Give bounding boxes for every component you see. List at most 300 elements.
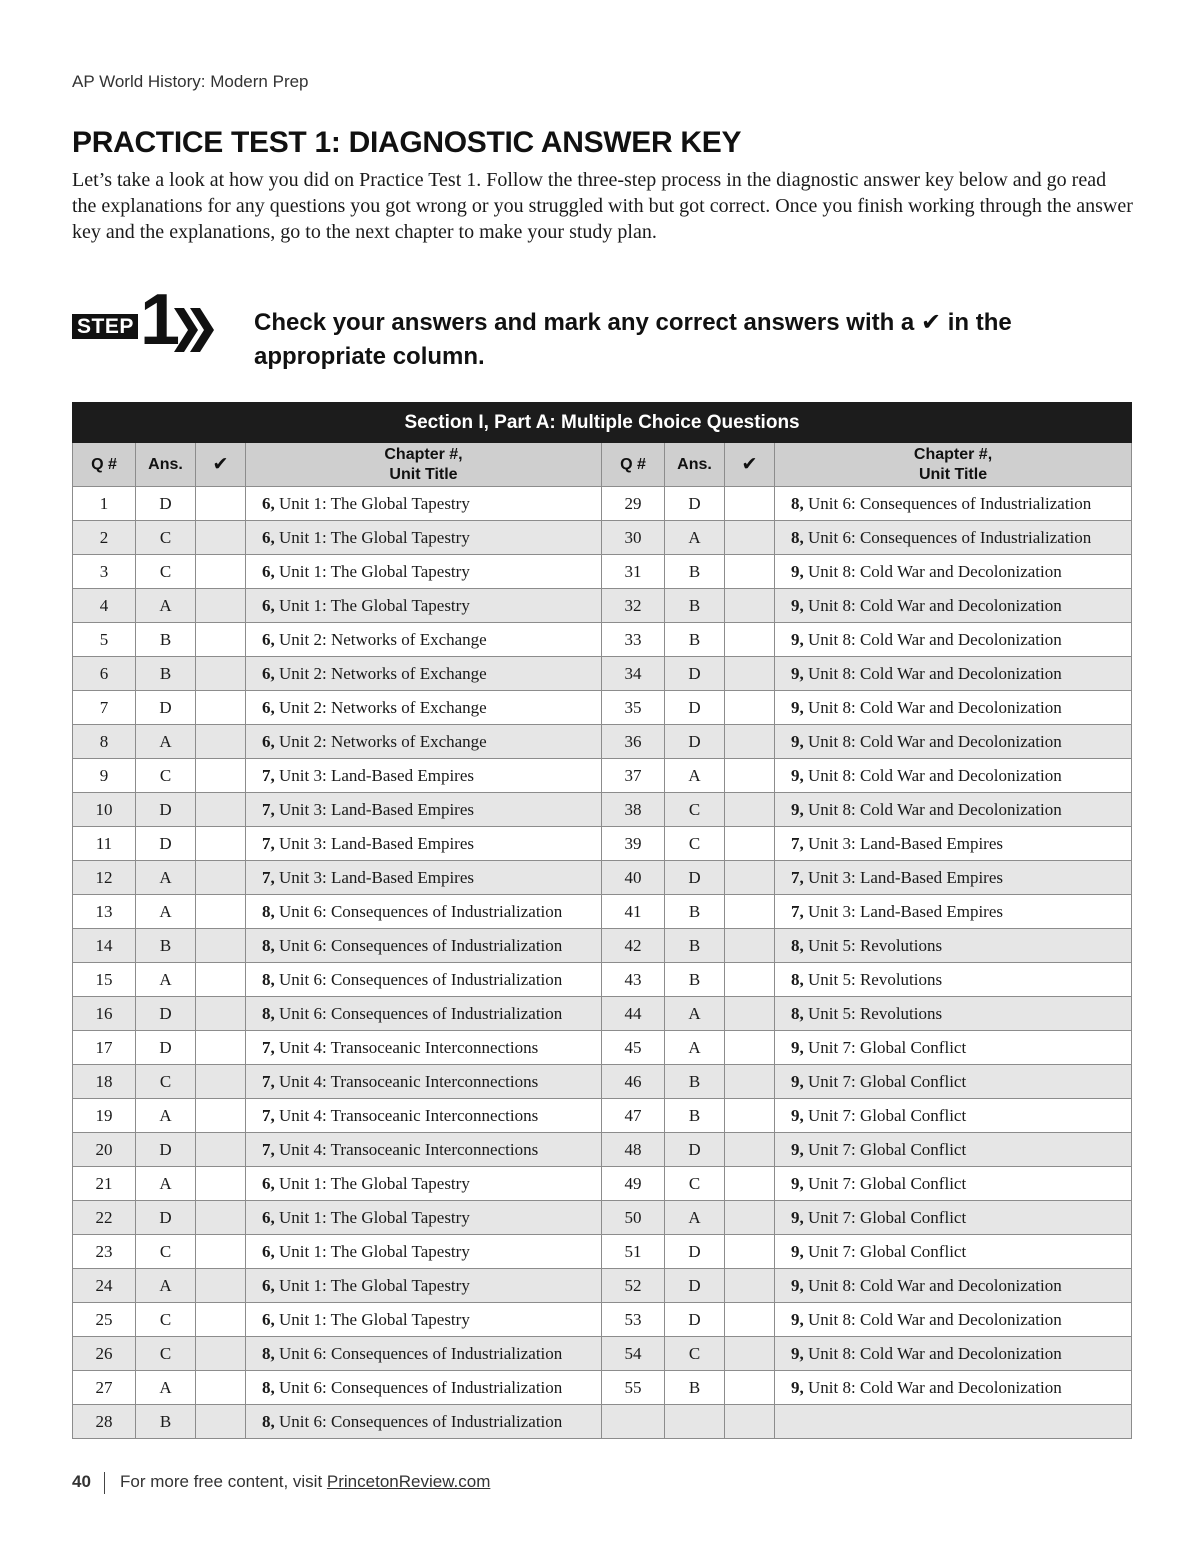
answer-cell: C [136, 555, 196, 589]
question-number-cell: 8 [73, 725, 136, 759]
unit-title: Unit 7: Global Conflict [803, 1105, 967, 1125]
answer-cell: A [665, 1201, 725, 1235]
table-row [73, 1303, 1132, 1337]
chapter-number: 9, [791, 765, 804, 785]
answer-cell: B [665, 623, 725, 657]
answer-cell: A [665, 521, 725, 555]
question-number-cell: 29 [602, 487, 665, 521]
check-mark-cell[interactable] [725, 861, 775, 895]
chapter-unit-cell [246, 1405, 602, 1439]
question-number-cell: 37 [602, 759, 665, 793]
chapter-number: 8, [262, 1377, 275, 1397]
unit-title: Unit 2: Networks of Exchange [274, 629, 487, 649]
chapter-number: 9, [791, 1071, 804, 1091]
answer-cell: A [136, 895, 196, 929]
answer-cell: A [136, 1269, 196, 1303]
check-mark-cell[interactable] [725, 1167, 775, 1201]
chapter-unit-cell [775, 861, 1132, 895]
unit-title: Unit 7: Global Conflict [803, 1173, 967, 1193]
question-number-cell [602, 1405, 665, 1439]
answer-cell: D [665, 487, 725, 521]
answer-cell: C [665, 827, 725, 861]
question-number-cell: 35 [602, 691, 665, 725]
chapter-number: 6, [262, 663, 275, 683]
answer-cell: C [136, 1235, 196, 1269]
check-mark-cell[interactable] [725, 725, 775, 759]
question-number-cell: 4 [73, 589, 136, 623]
table-row [73, 1235, 1132, 1269]
chapter-unit-cell [775, 1099, 1132, 1133]
check-mark-cell[interactable] [196, 1235, 246, 1269]
chapter-number: 8, [262, 901, 275, 921]
answer-cell: A [136, 1167, 196, 1201]
chapter-unit-cell [775, 1065, 1132, 1099]
question-number-cell: 36 [602, 725, 665, 759]
unit-title: Unit 6: Consequences of Industrialization [274, 969, 563, 989]
chapter-unit-cell [775, 725, 1132, 759]
answer-cell: C [136, 759, 196, 793]
chapter-unit-cell [246, 997, 602, 1031]
chapter-number: 8, [262, 969, 275, 989]
answer-cell: B [136, 1405, 196, 1439]
unit-title: Unit 8: Cold War and Decolonization [803, 1275, 1062, 1295]
answer-cell: D [136, 1133, 196, 1167]
chapter-unit-cell [246, 1099, 602, 1133]
question-number-cell: 13 [73, 895, 136, 929]
footer-text [120, 1472, 490, 1492]
chapter-number: 9, [791, 799, 804, 819]
answer-cell: D [665, 657, 725, 691]
question-number-cell: 40 [602, 861, 665, 895]
chapter-unit-cell [775, 929, 1132, 963]
answer-cell: A [136, 589, 196, 623]
chapter-unit-cell [246, 623, 602, 657]
unit-title: Unit 5: Revolutions [803, 969, 943, 989]
chapter-number: 9, [791, 1139, 804, 1159]
chapter-unit-cell [246, 861, 602, 895]
unit-title: Unit 1: The Global Tapestry [274, 595, 470, 615]
unit-title: Unit 8: Cold War and Decolonization [803, 663, 1062, 683]
chapter-unit-cell [246, 759, 602, 793]
unit-title: Unit 1: The Global Tapestry [274, 1241, 470, 1261]
answer-cell: D [136, 793, 196, 827]
table-row [73, 1405, 1132, 1439]
unit-title: Unit 8: Cold War and Decolonization [803, 1343, 1062, 1363]
check-mark-cell[interactable] [725, 1269, 775, 1303]
question-number-cell: 7 [73, 691, 136, 725]
answer-cell: A [136, 963, 196, 997]
check-mark-cell[interactable] [196, 895, 246, 929]
answer-cell: D [665, 1133, 725, 1167]
double-chevron-icon [174, 304, 216, 356]
check-mark-cell[interactable] [196, 623, 246, 657]
chapter-unit-cell [246, 521, 602, 555]
check-mark-cell[interactable] [725, 691, 775, 725]
answer-cell: B [136, 623, 196, 657]
col-header-ans: Ans. [136, 443, 196, 487]
chapter-unit-cell [246, 929, 602, 963]
chapter-number: 6, [262, 1309, 275, 1329]
unit-title: Unit 8: Cold War and Decolonization [803, 629, 1062, 649]
col-header-chapter-line2: Unit Title [918, 465, 988, 483]
check-mark-cell[interactable] [725, 1405, 775, 1439]
chapter-number: 9, [791, 1173, 804, 1193]
check-mark-cell[interactable] [196, 929, 246, 963]
question-number-cell: 53 [602, 1303, 665, 1337]
check-mark-cell[interactable] [725, 929, 775, 963]
question-number-cell: 41 [602, 895, 665, 929]
intro-paragraph: Let’s take a look at how you did on Practice Test 1. Follow the three-step process in the diagnostic answer key below and go read the explanations for any questions you got wrong or you struggled with but got correct. Once you finish working through the answer key and the explanations, go to the next chapter to make your study plan. [72, 169, 1133, 243]
question-number-cell: 19 [73, 1099, 136, 1133]
chapter-number: 8, [791, 935, 804, 955]
chapter-number: 8, [791, 527, 804, 547]
answer-cell: C [665, 1167, 725, 1201]
chapter-unit-cell [246, 1065, 602, 1099]
unit-title: Unit 4: Transoceanic Interconnections [274, 1037, 539, 1057]
chapter-unit-cell [246, 1235, 602, 1269]
chapter-unit-cell [246, 487, 602, 521]
chapter-unit-cell [775, 759, 1132, 793]
step-number: 1 [140, 280, 181, 360]
question-number-cell: 50 [602, 1201, 665, 1235]
question-number-cell: 28 [73, 1405, 136, 1439]
check-mark-cell[interactable] [725, 521, 775, 555]
col-header-chapter [775, 443, 1132, 487]
chapter-number: 7, [262, 799, 275, 819]
check-mark-cell[interactable] [196, 1269, 246, 1303]
chapter-unit-cell [775, 1337, 1132, 1371]
chapter-unit-cell [775, 623, 1132, 657]
question-number-cell: 6 [73, 657, 136, 691]
chapter-unit-cell [246, 657, 602, 691]
question-number-cell: 2 [73, 521, 136, 555]
chapter-number: 6, [262, 493, 275, 513]
question-number-cell: 10 [73, 793, 136, 827]
unit-title: Unit 2: Networks of Exchange [274, 697, 487, 717]
footer-prefix: For more free content, visit [120, 1472, 327, 1491]
check-mark-cell[interactable] [725, 487, 775, 521]
answer-cell: C [136, 521, 196, 555]
check-mark-cell[interactable] [196, 1405, 246, 1439]
chapter-number: 6, [262, 561, 275, 581]
check-mark-cell[interactable] [725, 623, 775, 657]
answer-cell: A [665, 997, 725, 1031]
unit-title: Unit 1: The Global Tapestry [274, 1275, 470, 1295]
chapter-number: 9, [791, 595, 804, 615]
question-number-cell: 18 [73, 1065, 136, 1099]
chapter-unit-cell [246, 1133, 602, 1167]
question-number-cell: 3 [73, 555, 136, 589]
chapter-unit-cell [775, 487, 1132, 521]
answer-cell: B [665, 1371, 725, 1405]
table-row [73, 1371, 1132, 1405]
chapter-number: 6, [262, 1173, 275, 1193]
chapter-number: 9, [791, 1377, 804, 1397]
question-number-cell: 25 [73, 1303, 136, 1337]
table-row [73, 725, 1132, 759]
chapter-number: 9, [791, 1275, 804, 1295]
question-number-cell: 49 [602, 1167, 665, 1201]
check-mark-cell[interactable] [196, 1201, 246, 1235]
check-mark-cell[interactable] [725, 827, 775, 861]
answer-cell: C [136, 1303, 196, 1337]
unit-title: Unit 3: Land-Based Empires [274, 765, 474, 785]
chapter-number: 7, [262, 765, 275, 785]
check-mark-cell[interactable] [196, 1337, 246, 1371]
unit-title: Unit 7: Global Conflict [803, 1207, 967, 1227]
check-mark-cell[interactable] [196, 657, 246, 691]
check-mark-cell[interactable] [725, 1235, 775, 1269]
col-header-q: Q # [602, 443, 665, 487]
answer-cell: B [665, 1099, 725, 1133]
chapter-number: 9, [791, 1309, 804, 1329]
table-row [73, 1269, 1132, 1303]
chapter-number: 8, [262, 1343, 275, 1363]
chapter-unit-cell [246, 895, 602, 929]
question-number-cell: 16 [73, 997, 136, 1031]
table-row [73, 1133, 1132, 1167]
unit-title: Unit 8: Cold War and Decolonization [803, 1377, 1062, 1397]
answer-cell: A [665, 1031, 725, 1065]
question-number-cell: 9 [73, 759, 136, 793]
check-mark-cell[interactable] [196, 1371, 246, 1405]
answer-cell: A [136, 725, 196, 759]
chapter-unit-cell [775, 997, 1132, 1031]
check-mark-cell[interactable] [725, 657, 775, 691]
unit-title: Unit 6: Consequences of Industrialization [274, 1377, 563, 1397]
table-row [73, 1337, 1132, 1371]
chapter-unit-cell [775, 521, 1132, 555]
question-number-cell: 32 [602, 589, 665, 623]
check-mark-cell[interactable] [196, 793, 246, 827]
unit-title: Unit 8: Cold War and Decolonization [803, 561, 1062, 581]
answer-cell: D [136, 691, 196, 725]
answer-cell: C [665, 1337, 725, 1371]
chapter-number: 9, [791, 1207, 804, 1227]
answer-cell: D [665, 861, 725, 895]
answer-cell [665, 1405, 725, 1439]
question-number-cell: 20 [73, 1133, 136, 1167]
check-mark-cell[interactable] [196, 691, 246, 725]
question-number-cell: 26 [73, 1337, 136, 1371]
unit-title: Unit 1: The Global Tapestry [274, 527, 470, 547]
answer-cell: B [665, 963, 725, 997]
unit-title: Unit 4: Transoceanic Interconnections [274, 1105, 539, 1125]
answer-cell: B [136, 657, 196, 691]
check-mark-cell[interactable] [725, 895, 775, 929]
check-mark-cell[interactable] [196, 1031, 246, 1065]
chapter-unit-cell [775, 1167, 1132, 1201]
chapter-unit-cell [775, 793, 1132, 827]
chapter-unit-cell [775, 1269, 1132, 1303]
check-mark-cell[interactable] [196, 861, 246, 895]
question-number-cell: 43 [602, 963, 665, 997]
table-row [73, 589, 1132, 623]
check-mark-cell[interactable] [196, 997, 246, 1031]
unit-title: Unit 6: Consequences of Industrialization [803, 527, 1092, 547]
unit-title: Unit 8: Cold War and Decolonization [803, 595, 1062, 615]
chapter-unit-cell [246, 691, 602, 725]
princeton-review-link[interactable]: PrincetonReview.com [326, 1472, 491, 1491]
table-row [73, 895, 1132, 929]
chapter-unit-cell [775, 657, 1132, 691]
col-header-chapter [246, 443, 602, 487]
check-mark-cell[interactable] [725, 1201, 775, 1235]
unit-title: Unit 6: Consequences of Industrialization [274, 935, 563, 955]
chapter-number: 6, [262, 1207, 275, 1227]
answer-cell: A [136, 1099, 196, 1133]
unit-title: Unit 6: Consequences of Industrialization [274, 1411, 563, 1431]
unit-title: Unit 3: Land-Based Empires [803, 867, 1003, 887]
question-number-cell: 45 [602, 1031, 665, 1065]
check-mark-cell[interactable] [725, 1303, 775, 1337]
check-mark-cell[interactable] [725, 1099, 775, 1133]
chapter-unit-cell [246, 793, 602, 827]
chapter-number: 9, [791, 1105, 804, 1125]
question-number-cell: 11 [73, 827, 136, 861]
answer-cell: A [136, 1371, 196, 1405]
chapter-unit-cell [246, 1303, 602, 1337]
question-number-cell: 27 [73, 1371, 136, 1405]
check-mark-cell[interactable] [725, 793, 775, 827]
answer-cell: C [136, 1065, 196, 1099]
answer-cell: C [136, 1337, 196, 1371]
chapter-unit-cell [246, 589, 602, 623]
chapter-unit-cell [775, 895, 1132, 929]
check-mark-cell[interactable] [196, 1133, 246, 1167]
chapter-number: 9, [791, 697, 804, 717]
question-number-cell: 34 [602, 657, 665, 691]
check-mark-cell[interactable] [196, 963, 246, 997]
unit-title: Unit 3: Land-Based Empires [274, 867, 474, 887]
check-mark-cell[interactable] [725, 1031, 775, 1065]
question-number-cell: 22 [73, 1201, 136, 1235]
answer-cell: A [136, 861, 196, 895]
chapter-unit-cell [775, 1405, 1132, 1439]
question-number-cell: 17 [73, 1031, 136, 1065]
chapter-unit-cell [775, 1201, 1132, 1235]
question-number-cell: 30 [602, 521, 665, 555]
table-row [73, 555, 1132, 589]
check-mark-cell[interactable] [725, 589, 775, 623]
check-mark-cell[interactable] [725, 759, 775, 793]
chapter-number: 7, [791, 901, 804, 921]
chapter-number: 7, [791, 833, 804, 853]
unit-title: Unit 7: Global Conflict [803, 1139, 967, 1159]
unit-title: Unit 3: Land-Based Empires [274, 799, 474, 819]
chapter-number: 7, [262, 1139, 275, 1159]
unit-title: Unit 1: The Global Tapestry [274, 1309, 470, 1329]
table-row [73, 827, 1132, 861]
unit-title: Unit 2: Networks of Exchange [274, 663, 487, 683]
answer-cell: B [665, 555, 725, 589]
question-number-cell: 5 [73, 623, 136, 657]
answer-cell: A [665, 759, 725, 793]
chapter-number: 6, [262, 731, 275, 751]
table-row [73, 521, 1132, 555]
check-mark-cell[interactable] [196, 1167, 246, 1201]
chapter-number: 6, [262, 527, 275, 547]
page-number: 40 [72, 1472, 91, 1491]
check-mark-cell[interactable] [196, 589, 246, 623]
check-mark-cell[interactable] [725, 963, 775, 997]
chapter-unit-cell [775, 1031, 1132, 1065]
question-number-cell: 23 [73, 1235, 136, 1269]
chapter-unit-cell [775, 963, 1132, 997]
check-mark-cell[interactable] [725, 555, 775, 589]
check-mark-cell[interactable] [725, 1337, 775, 1371]
chapter-number: 8, [262, 1411, 275, 1431]
question-number-cell: 47 [602, 1099, 665, 1133]
table-row [73, 1201, 1132, 1235]
table-row [73, 1099, 1132, 1133]
unit-title: Unit 4: Transoceanic Interconnections [274, 1139, 539, 1159]
check-mark-cell[interactable] [196, 759, 246, 793]
check-mark-cell[interactable] [725, 997, 775, 1031]
unit-title: Unit 7: Global Conflict [803, 1071, 967, 1091]
chapter-number: 9, [791, 1343, 804, 1363]
answer-rows [73, 487, 1132, 1439]
unit-title: Unit 3: Land-Based Empires [803, 901, 1003, 921]
col-header-check: ✔ [725, 443, 775, 487]
chapter-number: 6, [262, 595, 275, 615]
chapter-unit-cell [775, 589, 1132, 623]
check-mark-cell[interactable] [196, 827, 246, 861]
unit-title: Unit 7: Global Conflict [803, 1241, 967, 1261]
question-number-cell: 39 [602, 827, 665, 861]
check-mark-cell[interactable] [196, 725, 246, 759]
unit-title: Unit 6: Consequences of Industrialization [274, 1343, 563, 1363]
table-row [73, 793, 1132, 827]
chapter-unit-cell [246, 963, 602, 997]
answer-cell: B [665, 1065, 725, 1099]
question-number-cell: 21 [73, 1167, 136, 1201]
chapter-number: 6, [262, 1241, 275, 1261]
table-row [73, 759, 1132, 793]
question-number-cell: 38 [602, 793, 665, 827]
answer-cell: D [136, 827, 196, 861]
check-mark-cell[interactable] [725, 1065, 775, 1099]
unit-title: Unit 6: Consequences of Industrialization [803, 493, 1092, 513]
table-row [73, 1065, 1132, 1099]
answer-cell: B [136, 929, 196, 963]
step-1-instruction [72, 280, 1132, 382]
check-mark-cell[interactable] [196, 1099, 246, 1133]
unit-title: Unit 8: Cold War and Decolonization [803, 1309, 1062, 1329]
unit-title: Unit 8: Cold War and Decolonization [803, 765, 1062, 785]
check-mark-cell[interactable] [196, 1303, 246, 1337]
unit-title: Unit 8: Cold War and Decolonization [803, 731, 1062, 751]
step-badge: STEP [72, 314, 138, 339]
check-mark-cell[interactable] [196, 555, 246, 589]
check-mark-cell[interactable] [725, 1371, 775, 1405]
check-mark-cell[interactable] [196, 1065, 246, 1099]
chapter-unit-cell [775, 1303, 1132, 1337]
chapter-number: 7, [791, 867, 804, 887]
table-row [73, 623, 1132, 657]
check-mark-cell[interactable] [725, 1133, 775, 1167]
answer-cell: D [665, 725, 725, 759]
chapter-number: 9, [791, 1241, 804, 1261]
unit-title: Unit 5: Revolutions [803, 935, 943, 955]
check-mark-cell[interactable] [196, 487, 246, 521]
answer-cell: D [665, 691, 725, 725]
chapter-unit-cell [246, 555, 602, 589]
answer-cell: B [665, 895, 725, 929]
check-mark-cell[interactable] [196, 521, 246, 555]
answer-cell: D [665, 1269, 725, 1303]
chapter-unit-cell [775, 1235, 1132, 1269]
